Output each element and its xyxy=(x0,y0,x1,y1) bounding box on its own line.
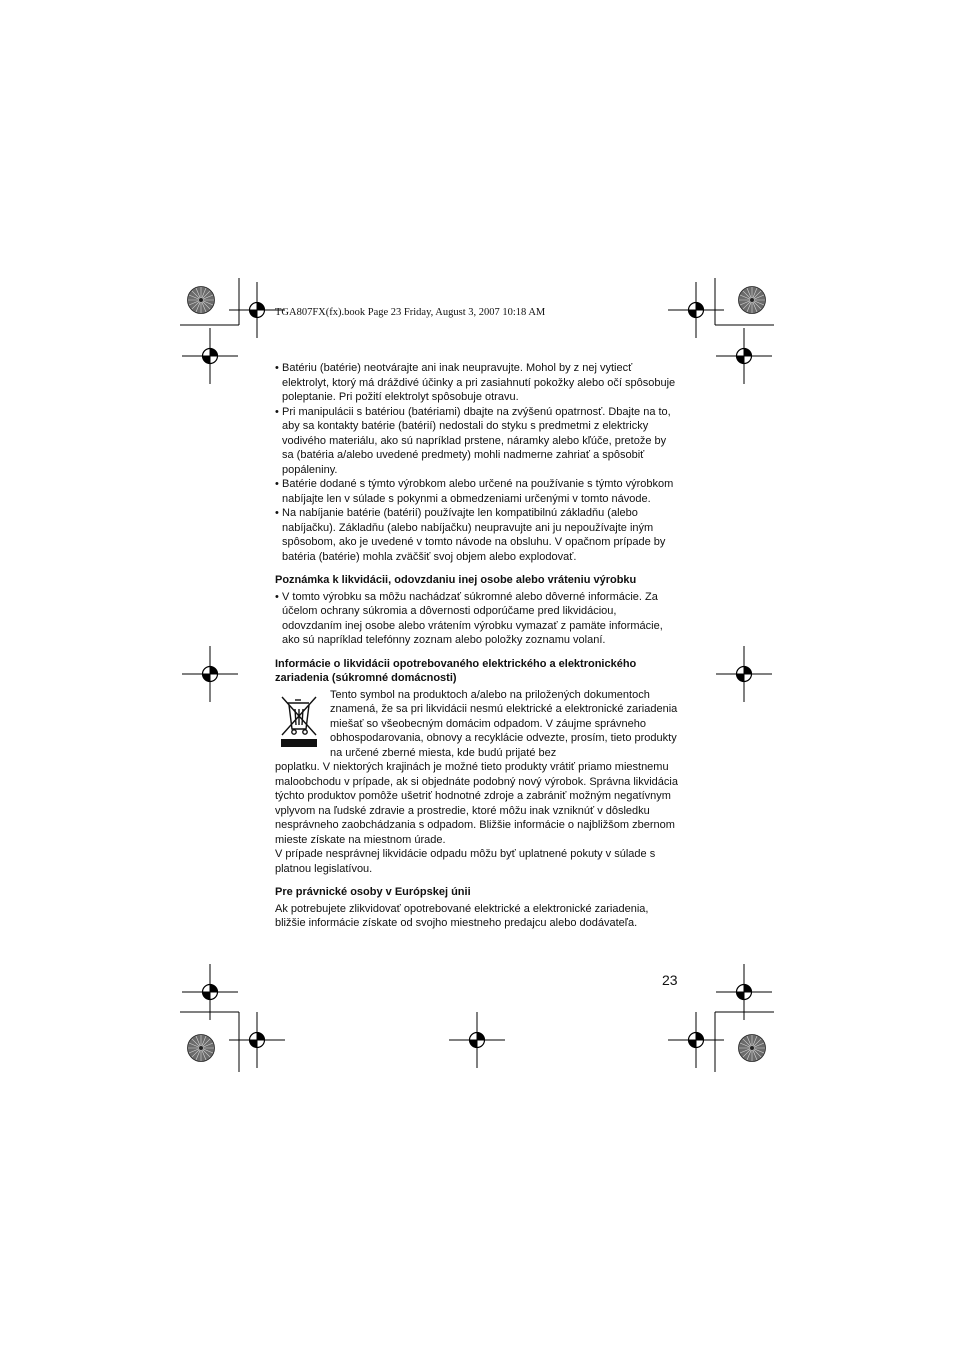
list-item: • Batériu (batérie) neotvárajte ani inak neupravujte. Mohol by z nej vytiecť elektrolyt, ktorý má dráždivé účinky a pri zasiahnutí pokožky alebo očí spôsobuje poleptanie. Pri požití elektrolyt spôsobuje otravu. xyxy=(275,361,679,405)
list-item: • V tomto výrobku sa môžu nachádzať súkromné alebo dôverné informácie. Za účelom ochrany súkromia a dôvernosti odporúčame pred likvidáciou, odovzdaním inej osobe alebo vrátením výrobku vymazať z pamäte informácie, ako sú napríklad telefónny zoznam alebo položky zoznamu volaní. xyxy=(275,590,679,648)
weee-continued-text: poplatku. V niektorých krajinách je možné tieto produkty vrátiť priamo miestnemu maloobchodu v prípade, ak si objednáte podobný nový výrobok. Správna likvidácia týchto produktov pomôže ušetriť hodnotné zdroje a zabrániť možným negatívnym vplyvom na ľudské zdravie a prostredie, ktoré môžu inak vzniknúť v dôsledku nesprávneho zaobchádzania s odpadom. Bližšie informácie o najbližšom zbernom mieste získate na miestnom úrade. xyxy=(275,761,678,846)
registration-mark-right-middle xyxy=(716,646,772,702)
weee-fines-text: V prípade nesprávnej likvidácie odpadu môžu byť uplatnené pokuty v súlade s platnou legislatívou. xyxy=(275,848,656,875)
starburst-mark-bottom-right xyxy=(739,1035,766,1062)
legal-entities-heading: Pre právnické osoby v Európskej únii xyxy=(275,886,471,898)
registration-mark-left-middle xyxy=(182,646,238,702)
list-item: • Pri manipulácii s batériou (batériami) dbajte na zvýšenú opatrnosť. Dbajte na to, aby sa kontakty batérie (batérií) nedostali do styku s predmetmi z elektricky vodivého materiálu, ako sú napríklad prstene, náramky alebo kľúče, pretože by sa (batéria a/alebo uvedené predmety) mohli nadmerne zahriať a spôsobiť popáleniny. xyxy=(275,405,679,478)
registration-mark-bottom-center xyxy=(449,1012,505,1068)
legal-entities-text: Ak potrebujete zlikvidovať opotrebované elektrické a elektronické zariadenia, bližšie informácie získate od svojho miestneho predajcu alebo dodávateľa. xyxy=(275,902,649,929)
page-content xyxy=(275,361,679,931)
starburst-mark-top-left xyxy=(188,287,215,314)
weee-symbol-block xyxy=(275,688,679,761)
page-number: 23 xyxy=(662,972,678,988)
book-file-info: TGA807FX(fx).book Page 23 Friday, August 3, 2007 10:18 AM xyxy=(275,307,546,318)
starburst-mark-bottom-left xyxy=(188,1035,215,1062)
disposal-notice-heading: Poznámka k likvidácii, odovzdaniu inej osobe alebo vráteniu výrobku xyxy=(275,574,637,586)
registration-mark-bottom-right xyxy=(668,1012,724,1068)
registration-mark-bottom-left xyxy=(229,1012,285,1068)
starburst-mark-top-right xyxy=(739,287,766,314)
list-item: • Na nabíjanie batérie (batérií) používajte len kompatibilnú základňu (alebo nabíjačku). Základňu (alebo nabíjačku) neupravujte ani ju nepoužívajte iným spôsobom, ako je uvedené v tomto návode na obsluhu. V opačnom prípade by batéria (batérie) mohla zväčšiť svoj objem alebo explodovať. xyxy=(275,506,679,564)
weee-heading: Informácie o likvidácii opotrebovaného elektrického a elektronického zariadenia (súkromné domácnosti) xyxy=(275,657,637,684)
list-item: • Batérie dodané s týmto výrobkom alebo určené na používanie s týmto výrobkom nabíjajte len v súlade s pokynmi a obmedzeniami určenými v tomto návode. xyxy=(275,477,679,506)
battery-safety-list xyxy=(275,361,679,564)
weee-symbol-explanation: Tento symbol na produktoch a/alebo na priložených dokumentoch znamená, že sa pri likvidácii nesmú elektrické a elektronické zariadenia miešať so všeobecným domácim odpadom. V záujme správneho obhospodarovania, obnovy a recyklácie odvezte, prosím, tieto produkty na určené zberné miesta, kde budú prijaté bez xyxy=(330,688,678,759)
registration-mark-right-upper xyxy=(716,328,772,384)
crossed-out-wheelie-bin-icon xyxy=(275,689,323,749)
registration-mark-top-right xyxy=(668,282,724,338)
registration-mark-left-upper xyxy=(182,328,238,384)
